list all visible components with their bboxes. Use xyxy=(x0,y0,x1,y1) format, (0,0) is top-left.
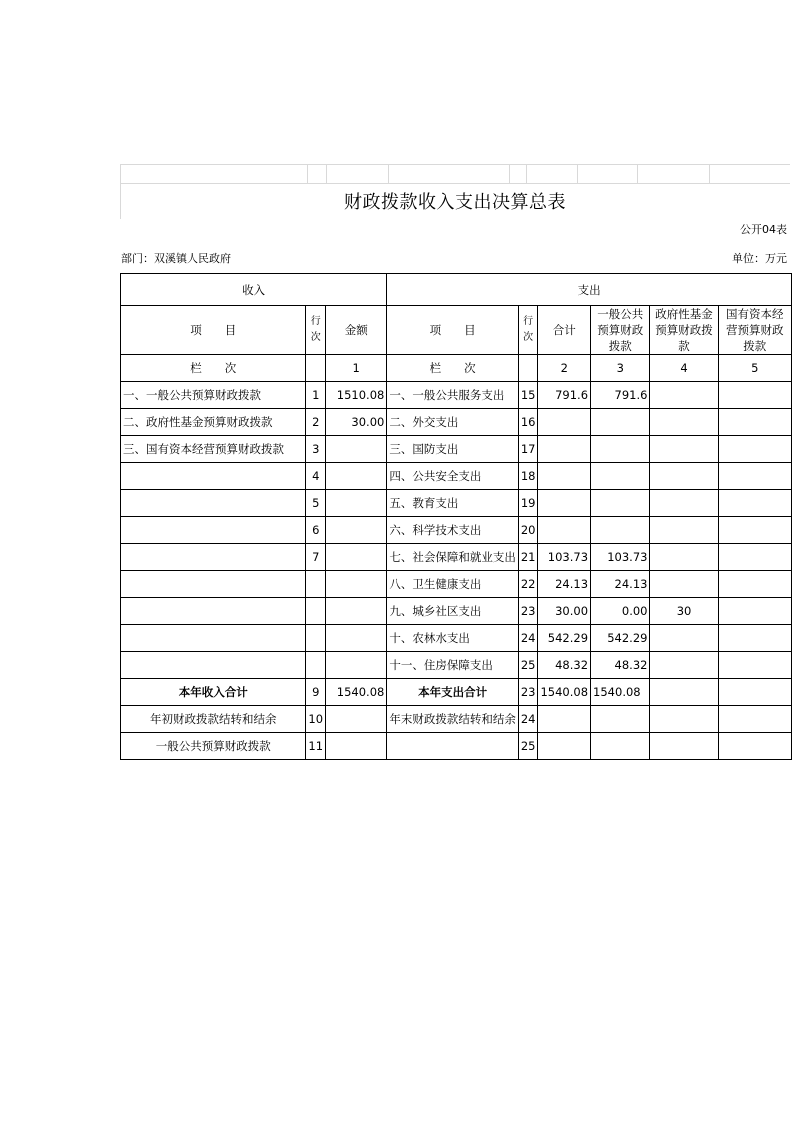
carry-in-label: 年初财政拨款结转和结余 xyxy=(121,706,306,733)
col-item-expense: 项 目 xyxy=(387,306,519,355)
expense-row-no: 25 xyxy=(518,652,538,679)
expense-state-value xyxy=(718,436,791,463)
expense-fund-value xyxy=(650,517,718,544)
expense-row-no: 16 xyxy=(518,409,538,436)
income-total-amount: 1540.08 xyxy=(326,679,387,706)
expense-state-value xyxy=(718,409,791,436)
expense-fund-value xyxy=(650,409,718,436)
income-row-no: 4 xyxy=(306,463,326,490)
expense-fund-value xyxy=(650,382,718,409)
income-item xyxy=(121,490,306,517)
income-amount: 1510.08 xyxy=(326,382,387,409)
budget-table xyxy=(120,273,792,760)
expense-row-no: 20 xyxy=(518,517,538,544)
table-row xyxy=(121,409,792,436)
expense-general-value: 791.6 xyxy=(591,382,650,409)
income-header: 收入 xyxy=(121,274,387,306)
general-budget-ex-row-no: 25 xyxy=(518,733,538,760)
income-item xyxy=(121,544,306,571)
expense-row-no: 18 xyxy=(518,463,538,490)
expense-state-value xyxy=(718,571,791,598)
department-label: 部门：双溪镇人民政府 xyxy=(121,252,231,265)
income-amount xyxy=(326,652,387,679)
expense-item: 七、社会保障和就业支出 xyxy=(387,544,519,571)
carry-over-row xyxy=(121,706,792,733)
income-amount xyxy=(326,436,387,463)
grid-line xyxy=(709,165,710,183)
expense-general-value xyxy=(591,517,650,544)
col-row-income: 行次 xyxy=(306,306,326,355)
general-budget-label: 一般公共预算财政拨款 xyxy=(121,733,306,760)
general-budget-row-no: 11 xyxy=(306,733,326,760)
table-row xyxy=(121,598,792,625)
income-row-no: 2 xyxy=(306,409,326,436)
income-row-no xyxy=(306,598,326,625)
income-row-no xyxy=(306,652,326,679)
expense-total-value: 24.13 xyxy=(538,571,591,598)
expense-total-value: 791.6 xyxy=(538,382,591,409)
col-state: 国有资本经营预算财政拨款 xyxy=(718,306,791,355)
lan-2: 2 xyxy=(538,355,591,382)
table-row xyxy=(121,625,792,652)
expense-general-value xyxy=(591,436,650,463)
expense-header: 支出 xyxy=(387,274,792,306)
expense-general-value: 0.00 xyxy=(591,598,650,625)
expense-total-value xyxy=(538,463,591,490)
col-item-income: 项 目 xyxy=(121,306,306,355)
expense-fund-value xyxy=(650,544,718,571)
expense-general-value: 24.13 xyxy=(591,571,650,598)
expense-general-value xyxy=(591,463,650,490)
expense-state-value xyxy=(718,652,791,679)
income-item xyxy=(121,625,306,652)
empty-cell xyxy=(387,733,519,760)
table-row xyxy=(121,544,792,571)
expense-total-value xyxy=(538,517,591,544)
expense-state-value xyxy=(718,544,791,571)
totals-row xyxy=(121,679,792,706)
grid-line xyxy=(307,165,308,183)
lan-1: 1 xyxy=(326,355,387,382)
empty-cell xyxy=(591,733,650,760)
income-total-row-no: 9 xyxy=(306,679,326,706)
expense-fund-value xyxy=(650,490,718,517)
expense-general-value xyxy=(591,490,650,517)
income-item xyxy=(121,463,306,490)
income-item xyxy=(121,652,306,679)
expense-row-no: 15 xyxy=(518,382,538,409)
expense-fund-value xyxy=(650,436,718,463)
expense-item: 十、农林水支出 xyxy=(387,625,519,652)
income-amount xyxy=(326,490,387,517)
grid-line xyxy=(526,165,527,183)
expense-general-value: 542.29 xyxy=(591,625,650,652)
col-row-expense: 行次 xyxy=(518,306,538,355)
lan-label-expense: 栏 次 xyxy=(387,355,519,382)
expense-state-value xyxy=(718,382,791,409)
unit-label: 单位：万元 xyxy=(732,252,787,265)
table-row xyxy=(121,652,792,679)
expense-item: 八、卫生健康支出 xyxy=(387,571,519,598)
expense-total-value: 48.32 xyxy=(538,652,591,679)
expense-item: 二、外交支出 xyxy=(387,409,519,436)
income-row-no: 6 xyxy=(306,517,326,544)
empty-cell xyxy=(591,706,650,733)
empty-grid-row xyxy=(120,164,790,184)
expense-row-no: 23 xyxy=(518,598,538,625)
expense-item: 一、一般公共服务支出 xyxy=(387,382,519,409)
carry-out-label: 年末财政拨款结转和结余 xyxy=(387,706,519,733)
expense-item: 五、教育支出 xyxy=(387,490,519,517)
empty-cell xyxy=(650,733,718,760)
table-row xyxy=(121,571,792,598)
income-item xyxy=(121,517,306,544)
col-total: 合计 xyxy=(538,306,591,355)
expense-total-value xyxy=(538,490,591,517)
expense-state-value xyxy=(718,463,791,490)
table-row xyxy=(121,463,792,490)
column-header-row xyxy=(121,306,792,355)
expense-fund-value xyxy=(650,625,718,652)
empty-cell xyxy=(650,679,718,706)
expense-row-no: 22 xyxy=(518,571,538,598)
expense-fund-value: 30 xyxy=(650,598,718,625)
income-amount xyxy=(326,598,387,625)
grid-line xyxy=(637,165,638,183)
expense-fund-value xyxy=(650,463,718,490)
income-row-no: 1 xyxy=(306,382,326,409)
expense-row-no: 19 xyxy=(518,490,538,517)
expense-state-value xyxy=(718,625,791,652)
income-item xyxy=(121,598,306,625)
empty-cell xyxy=(538,706,591,733)
income-amount xyxy=(326,625,387,652)
expense-total-row-no: 23 xyxy=(518,679,538,706)
expense-item: 十一、住房保障支出 xyxy=(387,652,519,679)
grid-line xyxy=(388,165,389,183)
expense-state-value xyxy=(718,517,791,544)
expense-total-value: 30.00 xyxy=(538,598,591,625)
empty-cell xyxy=(326,706,387,733)
expense-total: 1540.08 xyxy=(538,679,591,706)
empty-cell xyxy=(538,733,591,760)
expense-general-value: 48.32 xyxy=(591,652,650,679)
expense-total-value xyxy=(538,409,591,436)
table-row xyxy=(121,517,792,544)
expense-row-no: 24 xyxy=(518,625,538,652)
expense-row-no: 17 xyxy=(518,436,538,463)
income-amount xyxy=(326,517,387,544)
expense-total-value: 542.29 xyxy=(538,625,591,652)
expense-general-value: 103.73 xyxy=(591,544,650,571)
table-row xyxy=(121,490,792,517)
table-row xyxy=(121,382,792,409)
expense-total-value: 103.73 xyxy=(538,544,591,571)
expense-general-value xyxy=(591,409,650,436)
section-header-row xyxy=(121,274,792,306)
income-row-no xyxy=(306,625,326,652)
income-amount: 30.00 xyxy=(326,409,387,436)
expense-row-no: 21 xyxy=(518,544,538,571)
empty-cell xyxy=(718,679,791,706)
lan-empty xyxy=(306,355,326,382)
expense-item: 四、公共安全支出 xyxy=(387,463,519,490)
expense-item: 三、国防支出 xyxy=(387,436,519,463)
expense-total-value xyxy=(538,436,591,463)
grid-line xyxy=(577,165,578,183)
expense-fund-value xyxy=(650,652,718,679)
lan-4: 4 xyxy=(650,355,718,382)
lan-label-income: 栏 次 xyxy=(121,355,306,382)
col-amount: 金额 xyxy=(326,306,387,355)
income-item xyxy=(121,571,306,598)
income-row-no: 3 xyxy=(306,436,326,463)
data-rows xyxy=(121,382,792,679)
expense-item: 六、科学技术支出 xyxy=(387,517,519,544)
empty-cell xyxy=(718,733,791,760)
income-amount xyxy=(326,544,387,571)
page-title: 财政拨款收入支出决算总表 xyxy=(344,192,566,213)
empty-cell xyxy=(718,706,791,733)
income-item: 二、政府性基金预算财政拨款 xyxy=(121,409,306,436)
lan-empty xyxy=(518,355,538,382)
lan-5: 5 xyxy=(718,355,791,382)
expense-total-general: 1540.08 xyxy=(591,679,650,706)
table-row xyxy=(121,436,792,463)
general-budget-row xyxy=(121,733,792,760)
grid-line xyxy=(326,165,327,183)
income-amount xyxy=(326,463,387,490)
lan-3: 3 xyxy=(591,355,650,382)
income-amount xyxy=(326,571,387,598)
expense-state-value xyxy=(718,490,791,517)
income-item: 三、国有资本经营预算财政拨款 xyxy=(121,436,306,463)
form-number: 公开04表 xyxy=(740,223,787,236)
income-row-no xyxy=(306,571,326,598)
expense-state-value xyxy=(718,598,791,625)
expense-item: 九、城乡社区支出 xyxy=(387,598,519,625)
income-row-no: 5 xyxy=(306,490,326,517)
expense-total-label: 本年支出合计 xyxy=(387,679,519,706)
empty-cell xyxy=(650,706,718,733)
carry-in-row-no: 10 xyxy=(306,706,326,733)
income-total-label: 本年收入合计 xyxy=(121,679,306,706)
col-general: 一般公共预算财政拨款 xyxy=(591,306,650,355)
carry-out-row-no: 24 xyxy=(518,706,538,733)
col-fund: 政府性基金预算财政拨款 xyxy=(650,306,718,355)
grid-line xyxy=(509,165,510,183)
income-row-no: 7 xyxy=(306,544,326,571)
expense-fund-value xyxy=(650,571,718,598)
income-item: 一、一般公共预算财政拨款 xyxy=(121,382,306,409)
empty-cell xyxy=(326,733,387,760)
column-number-row xyxy=(121,355,792,382)
